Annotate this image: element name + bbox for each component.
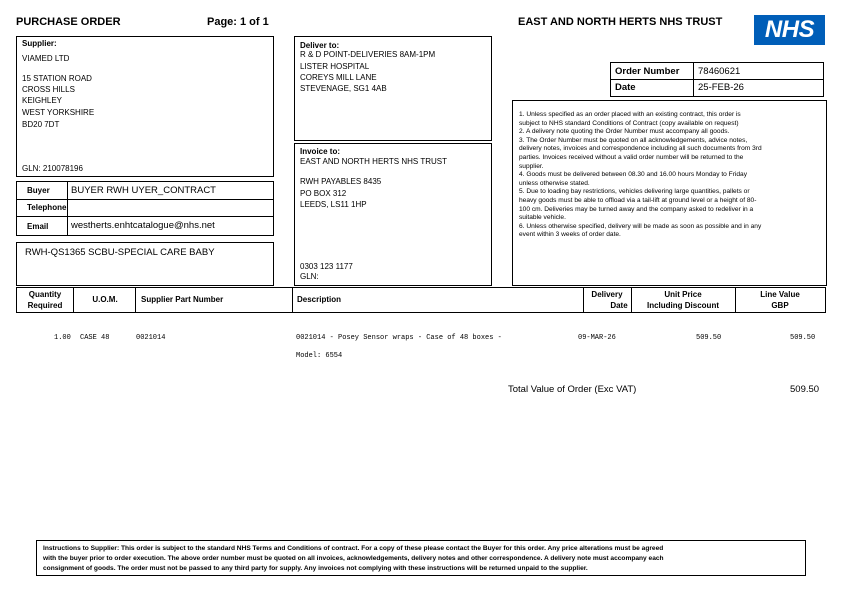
order-number-value: 78460621 (698, 66, 741, 77)
supplier-line: 15 STATION ROAD (22, 74, 92, 83)
supplier-gln: GLN: 210078196 (22, 164, 83, 173)
telephone-label: Telephone (27, 203, 67, 212)
total-value: 509.50 (790, 384, 820, 395)
invoice-phone: 0303 123 1177 (300, 262, 353, 271)
deliver-label: Deliver to: (300, 41, 340, 50)
terms-line: subject to NHS standard Conditions of Contract (copy available on request) (519, 119, 739, 127)
line-description-model: Model: 6554 (296, 352, 343, 360)
order-date-value: 25-FEB-26 (698, 82, 744, 93)
invoice-gln: GLN: (300, 272, 319, 281)
department-name: RWH-QS1365 SCBU-SPECIAL CARE BABY (25, 247, 215, 258)
line-delivery-date: 09-MAR-26 (578, 334, 616, 342)
page-indicator: Page: 1 of 1 (207, 16, 269, 28)
col-unit-price-2: Including Discount (647, 301, 719, 310)
terms-line: 4. Goods must be delivered between 08.30 and 16.00 hours Monday to Friday (519, 171, 747, 179)
table-row (16, 332, 826, 362)
total-label: Total Value of Order (Exc VAT) (508, 384, 637, 395)
terms-box (512, 100, 827, 286)
order-date-label: Date (615, 82, 636, 93)
deliver-line: COREYS MILL LANE (300, 73, 377, 82)
col-unit-price: Unit Price (664, 290, 702, 299)
deliver-to-box (294, 36, 492, 141)
terms-line: heavy goods must be able to offload via a tail-lift at ground level or a height of 80- (519, 197, 757, 204)
buyer-name: BUYER RWH UYER_CONTRACT (71, 185, 216, 196)
col-quantity-2: Required (27, 301, 63, 310)
terms-line: unless otherwise stated. (519, 179, 590, 187)
supplier-line: KEIGHLEY (22, 96, 63, 105)
line-qty: 1.00 (54, 334, 71, 342)
instructions-line: Instructions to Supplier: This order is subject to the standard NHS Terms and Conditions of contract. For a copy of these please contact the Buyer for this order. Any price alterations must be agreed (43, 545, 664, 552)
invoice-line: EAST AND NORTH HERTS NHS TRUST (300, 157, 447, 166)
deliver-line: STEVENAGE, SG1 4AB (300, 84, 387, 93)
terms-line: 5. Due to loading bay restrictions, vehicles delivering large quantities, pallets or (519, 188, 750, 196)
supplier-label: Supplier: (22, 39, 57, 48)
col-line-value-2: GBP (771, 301, 789, 310)
line-description: 0021014 - Posey Sensor wraps - Case of 48 boxes - (296, 334, 502, 342)
line-value: 509.50 (790, 334, 816, 342)
department-box (16, 242, 274, 286)
col-supplier-part: Supplier Part Number (141, 295, 224, 304)
terms-line: 100 cm. Deliveries may be turned away and the company asked to redeliver in a (519, 205, 754, 213)
col-delivery: Delivery (591, 290, 623, 299)
terms-line: event within 3 weeks of order date. (519, 231, 621, 239)
line-uom: CASE 48 (80, 334, 110, 342)
instructions-box (36, 540, 806, 576)
deliver-line: R & D POINT-DELIVERIES 8AM-1PM (300, 50, 436, 59)
supplier-box (16, 36, 274, 177)
instructions-line: with the buyer prior to order execution. The above order number must be quoted on all invoices, acknowledgements, delivery notes and other correspondence. A delivery note must accompany each (43, 555, 664, 562)
terms-line: 2. A delivery note quoting the Order Number must accompany all goods. (519, 128, 730, 136)
col-delivery-2: Date (610, 301, 628, 310)
order-info-box (610, 62, 824, 97)
nhs-logo-text: NHS (764, 16, 815, 43)
terms-line: 1. Unless specified as an order placed with an existing contract, this order is (519, 111, 741, 118)
terms-line: parties. Invoices received without a valid order number will be returned to the (519, 154, 744, 161)
nhs-logo (754, 15, 825, 45)
invoice-line: PO BOX 312 (300, 189, 347, 198)
invoice-label: Invoice to: (300, 147, 341, 156)
instructions-line: consignment of goods. The order must not be passed to any third party for supply. Any invoices not complying with these instructions will be returned unpaid to the supplier. (43, 565, 588, 572)
trust-name: EAST AND NORTH HERTS NHS TRUST (518, 16, 723, 28)
order-number-label: Order Number (615, 66, 680, 77)
buyer-label: Buyer (27, 186, 50, 195)
line-unit-price: 509.50 (696, 334, 722, 342)
email-value: westherts.enhtcatalogue@nhs.net (71, 220, 215, 231)
terms-line: 3. The Order Number must be quoted on all acknowledgements, advice notes, (519, 136, 748, 144)
invoice-line: RWH PAYABLES 8435 (300, 177, 382, 186)
col-line-value: Line Value (760, 290, 800, 299)
buyer-box (16, 181, 274, 236)
document-title: PURCHASE ORDER (16, 16, 121, 28)
supplier-line: BD20 7DT (22, 120, 60, 129)
terms-line: suitable vehicle. (519, 214, 566, 222)
terms-line: delivery notes, invoices and correspondence including all such documents from 3rd (519, 145, 762, 153)
col-quantity: Quantity (28, 290, 62, 299)
col-description: Description (297, 295, 342, 304)
supplier-line: CROSS HILLS (22, 85, 75, 94)
email-label: Email (27, 222, 49, 231)
line-part: 0021014 (136, 334, 166, 342)
terms-line: supplier. (519, 162, 544, 170)
supplier-line: VIAMED LTD (22, 54, 70, 63)
table-header (16, 287, 826, 313)
invoice-to-box (294, 143, 492, 286)
terms-line: 6. Unless otherwise specified, delivery will be made as soon as possible and in any (519, 222, 762, 230)
deliver-line: LISTER HOSPITAL (300, 62, 370, 71)
supplier-line: WEST YORKSHIRE (22, 108, 95, 117)
col-uom: U.O.M. (92, 295, 118, 304)
invoice-line: LEEDS, LS11 1HP (300, 200, 367, 209)
